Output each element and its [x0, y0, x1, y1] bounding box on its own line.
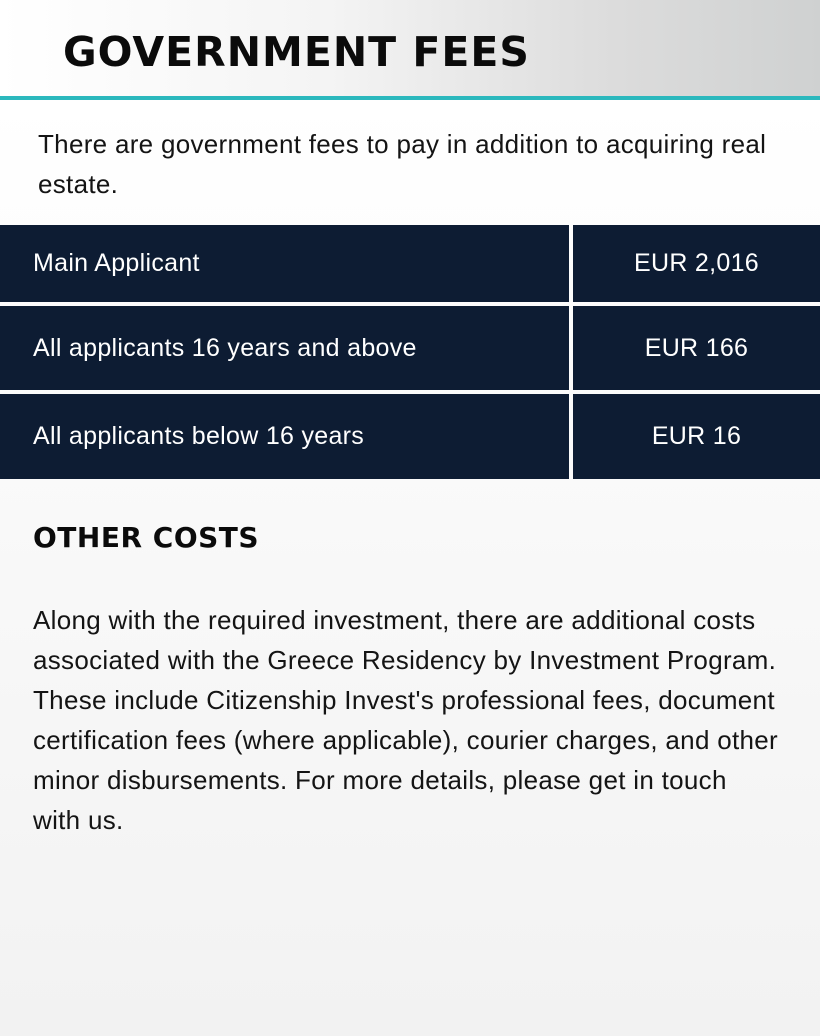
fee-label: All applicants below 16 years — [0, 394, 569, 479]
table-row — [0, 225, 820, 302]
fee-amount: EUR 166 — [573, 306, 820, 390]
fee-label: Main Applicant — [0, 225, 569, 302]
intro-text: There are government fees to pay in addition to acquiring real estate. — [38, 129, 767, 199]
page-header — [0, 0, 820, 100]
fee-amount: EUR 16 — [573, 394, 820, 479]
fee-table — [0, 225, 820, 479]
fee-label: All applicants 16 years and above — [0, 306, 569, 390]
table-row — [0, 306, 820, 390]
page-title: GOVERNMENT FEES — [63, 28, 530, 76]
other-costs-text: Along with the required investment, there are additional costs associated with the Greece Residency by Investment Program. These include Citizenship Invest's professional fees, document certification fees (where applicable), courier charges, and other minor disbursements. For more details, please get in touch with us. — [33, 605, 778, 835]
other-costs-heading: OTHER COSTS — [33, 521, 260, 554]
table-row — [0, 394, 820, 479]
fee-amount: EUR 2,016 — [573, 225, 820, 302]
